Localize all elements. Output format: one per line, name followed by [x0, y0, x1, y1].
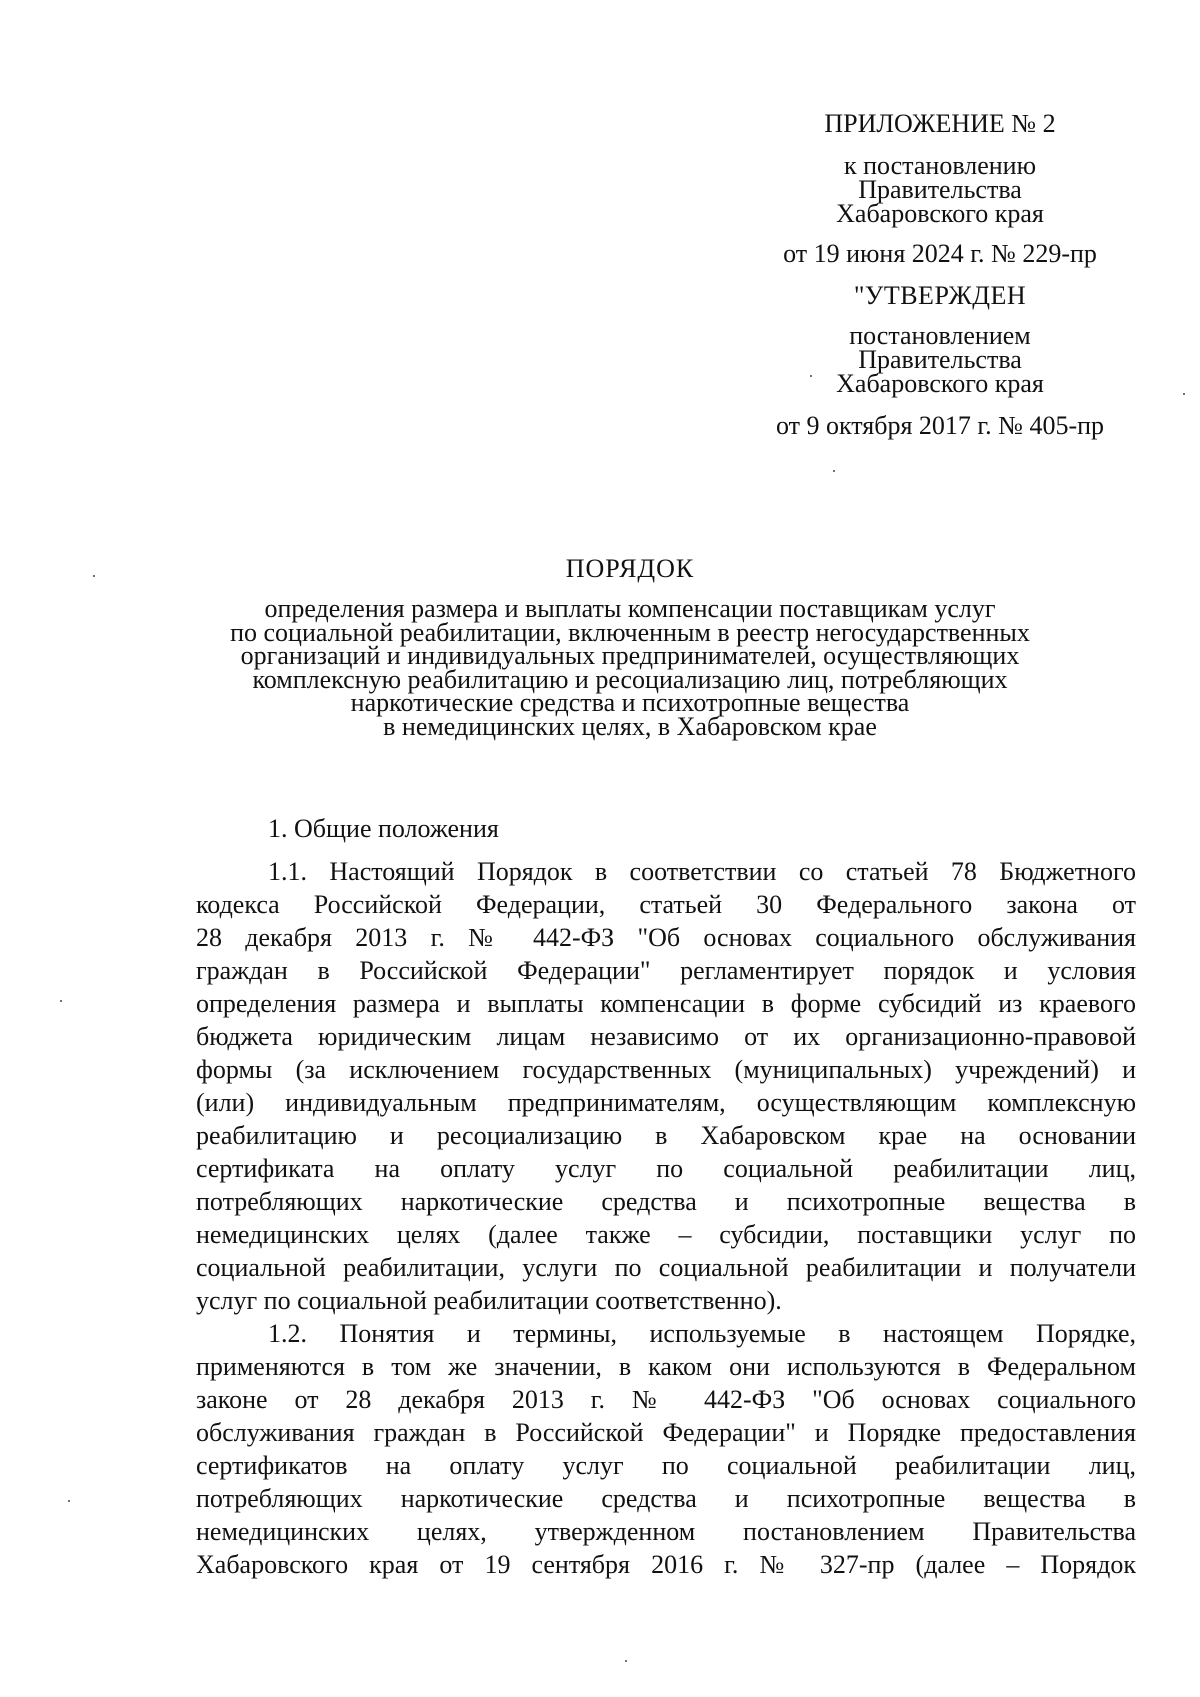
- section-heading: 1. Общие положения: [268, 814, 499, 843]
- scan-speck: [833, 470, 835, 472]
- paragraph-line: кодекса Российской Федерации, статьей 30 Федерального закона от: [196, 890, 1136, 919]
- paragraph-line: Хабаровского края от 19 сентября 2016 г. № 327-пр (далее – Порядок: [196, 1550, 1136, 1579]
- paragraph-line: немедицинских целях (далее также – субсидии, поставщики услуг по: [196, 1220, 1136, 1249]
- approved-label: "УТВЕРЖДЕН: [853, 281, 1027, 310]
- paragraph-1-1: [196, 855, 1136, 1317]
- scan-speck: [810, 375, 812, 377]
- approved-by: [740, 321, 1140, 398]
- approved-by-line: Хабаровского края: [836, 369, 1044, 398]
- document-title: ПОРЯДОК: [565, 554, 695, 583]
- paragraph-line: 1.2. Понятия и термины, используемые в настоящем Порядке,: [268, 1319, 1136, 1348]
- paragraph-1-2: [196, 1317, 1136, 1581]
- paragraph-line: потребляющих наркотические средства и психотропные вещества в: [196, 1484, 1136, 1513]
- subtitle-line: комплексную реабилитацию и ресоциализацию лиц, потребляющих: [252, 664, 1008, 694]
- paragraph-line: сертификата на оплату услуг по социальной реабилитации лиц,: [196, 1154, 1136, 1183]
- paragraph-line: формы (за исключением государственных (муниципальных) учреждений) и: [196, 1055, 1136, 1084]
- approved-date-number: от 9 октября 2017 г. № 405-пр: [775, 411, 1105, 440]
- paragraph-line: немедицинских целях, утвержденном постановлением Правительства: [196, 1517, 1136, 1546]
- paragraph-line: реабилитацию и ресоциализацию в Хабаровском крае на основании: [196, 1121, 1136, 1150]
- paragraph-line: 28 декабря 2013 г. № 442-ФЗ "Об основах социального обслуживания: [196, 923, 1136, 952]
- paragraph-line: применяются в том же значении, в каком они используются в Федеральном: [196, 1352, 1136, 1381]
- scan-speck: [1183, 393, 1185, 395]
- paragraph-line: 1.1. Настоящий Порядок в соответствии со статьей 78 Бюджетного: [268, 857, 1136, 886]
- subtitle-line: наркотические средства и психотропные вещества: [350, 688, 910, 717]
- paragraph-line: сертификатов на оплату услуг по социальной реабилитации лиц,: [196, 1451, 1136, 1480]
- resolution-reference: [740, 151, 1140, 228]
- paragraph-line: граждан в Российской Федерации" регламентирует порядок и условия: [196, 956, 1136, 985]
- paragraph-line: законе от 28 декабря 2013 г. № 442-ФЗ "Об основах социального: [196, 1385, 1136, 1414]
- paragraph-line: (или) индивидуальным предпринимателям, осуществляющим комплексную: [196, 1088, 1136, 1117]
- paragraph-line: услуг по социальной реабилитации соответственно).: [196, 1286, 782, 1315]
- scan-speck: [68, 1500, 70, 1502]
- document-body: [196, 855, 1136, 1581]
- subtitle-line: определения размера и выплаты компенсации поставщикам услуг: [264, 594, 996, 623]
- paragraph-line: обслуживания граждан в Российской Федерации" и Порядке предоставления: [196, 1418, 1136, 1447]
- document-title-block: [200, 554, 1060, 741]
- resolution-line: Хабаровского края: [836, 199, 1044, 228]
- subtitle-line: организаций и индивидуальных предпринимателей, осуществляющих: [240, 641, 1020, 670]
- paragraph-line: социальной реабилитации, услуги по социальной реабилитации и получатели: [196, 1253, 1136, 1282]
- paragraph-line: бюджета юридическим лицам независимо от их организационно-правовой: [196, 1022, 1136, 1051]
- resolution-date-number: от 19 июня 2024 г. № 229-пр: [783, 239, 1097, 268]
- subtitle-line: в немедицинских целях, в Хабаровском крае: [383, 711, 877, 741]
- subtitle-line: по социальной реабилитации, включенным в реестр негосударственных: [230, 617, 1030, 647]
- scan-speck: [60, 1000, 62, 1002]
- paragraph-line: определения размера и выплаты компенсации в форме субсидий из краевого: [196, 989, 1136, 1018]
- approved-by-line: Правительства: [858, 345, 1022, 374]
- scan-speck: [625, 1660, 627, 1662]
- document-header: [740, 110, 1140, 440]
- paragraph-line: потребляющих наркотические средства и психотропные вещества в: [196, 1187, 1136, 1216]
- approved-by-line: постановлением: [849, 321, 1031, 350]
- scan-speck: [93, 575, 95, 577]
- resolution-line: Правительства: [858, 175, 1022, 204]
- appendix-label: ПРИЛОЖЕНИЕ № 2: [824, 109, 1056, 138]
- resolution-line: к постановлению: [843, 151, 1037, 180]
